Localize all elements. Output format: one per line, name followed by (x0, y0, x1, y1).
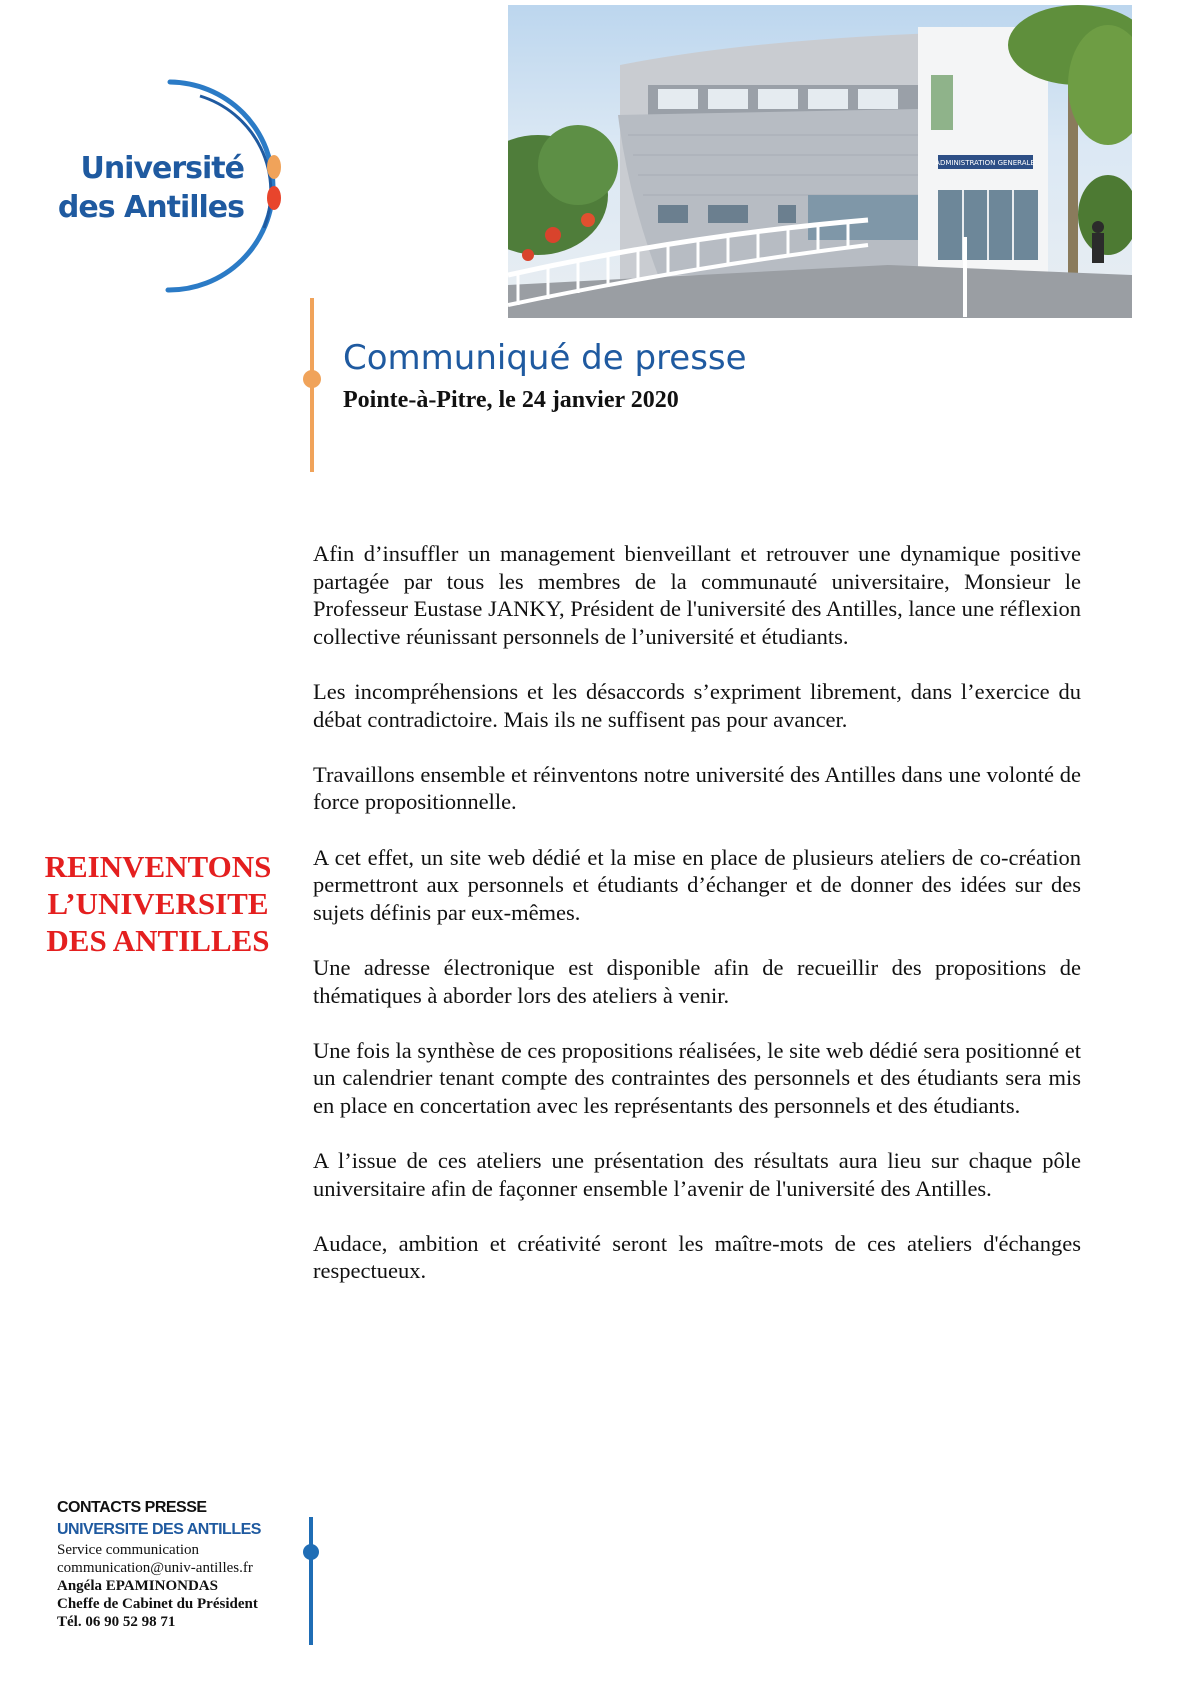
press-date: Pointe-à-Pitre, le 24 janvier 2020 (343, 387, 679, 413)
paragraph: Travaillons ensemble et réinventons notre université des Antilles dans une volonté de force propositionnelle. (313, 761, 1081, 815)
contacts-phone: Tél. 06 90 52 98 71 (57, 1614, 176, 1630)
side-heading (28, 848, 288, 959)
building-photo (508, 5, 1132, 318)
side-heading-line1: REINVENTONS (44, 849, 272, 884)
press-contacts (57, 1497, 307, 1631)
side-heading-line3: DES ANTILLES (46, 923, 270, 958)
paragraph: Une adresse électronique est disponible afin de recueillir des propositions de thématiques à aborder lors des ateliers à venir. (313, 954, 1081, 1008)
admin-sign: ADMINISTRATION GENERALE (935, 159, 1035, 167)
contacts-subtitle: UNIVERSITE DES ANTILLES (57, 1521, 261, 1538)
contacts-role: Cheffe de Cabinet du Président (57, 1596, 258, 1612)
header-accent-dot (303, 370, 321, 388)
page-title: Communiqué de presse (343, 338, 747, 378)
contacts-service: Service communication (57, 1542, 200, 1558)
side-heading-line2: L’UNIVERSITE (47, 886, 269, 921)
logo-text-line1: Université (80, 151, 244, 186)
paragraph: Les incompréhensions et les désaccords s’expriment librement, dans l’exercice du débat contradictoire. Mais ils ne suffisent pas pour avancer. (313, 678, 1081, 732)
contacts-email[interactable]: communication@univ-antilles.fr (57, 1560, 253, 1576)
university-logo (50, 78, 290, 293)
logo-text-line2: des Antilles (57, 190, 244, 225)
contacts-accent-bar (309, 1517, 313, 1645)
contacts-title: CONTACTS PRESSE (57, 1499, 207, 1516)
paragraph: Une fois la synthèse de ces propositions réalisées, le site web dédié sera positionné et un calendrier tenant compte des contraintes des personnels et des étudiants sera mis en place en concertation avec les représentants des personnels et des étudiants. (313, 1037, 1081, 1118)
contacts-name: Angéla EPAMINONDAS (57, 1578, 218, 1594)
paragraph: Audace, ambition et créativité seront les maître-mots de ces ateliers d'échanges respectueux. (313, 1230, 1081, 1284)
paragraph: Afin d’insuffler un management bienveillant et retrouver une dynamique positive partagée par tous les membres de la communauté universitaire, Monsieur le Professeur Eustase JANKY, Président de l'université des Antilles, lance une réflexion collective réunissant personnels de l’université et étudiants. (313, 541, 1081, 649)
contacts-accent-dot (303, 1544, 319, 1560)
press-body (313, 540, 1081, 1313)
paragraph: A cet effet, un site web dédié et la mise en place de plusieurs ateliers de co-création permettront aux personnels et étudiants d’échanger et de donner des idées sur des sujets définis par eux-mêmes. (313, 844, 1081, 925)
paragraph: A l’issue de ces ateliers une présentation des résultats aura lieu sur chaque pôle universitaire afin de façonner ensemble l’avenir de l'université des Antilles. (313, 1148, 1081, 1201)
